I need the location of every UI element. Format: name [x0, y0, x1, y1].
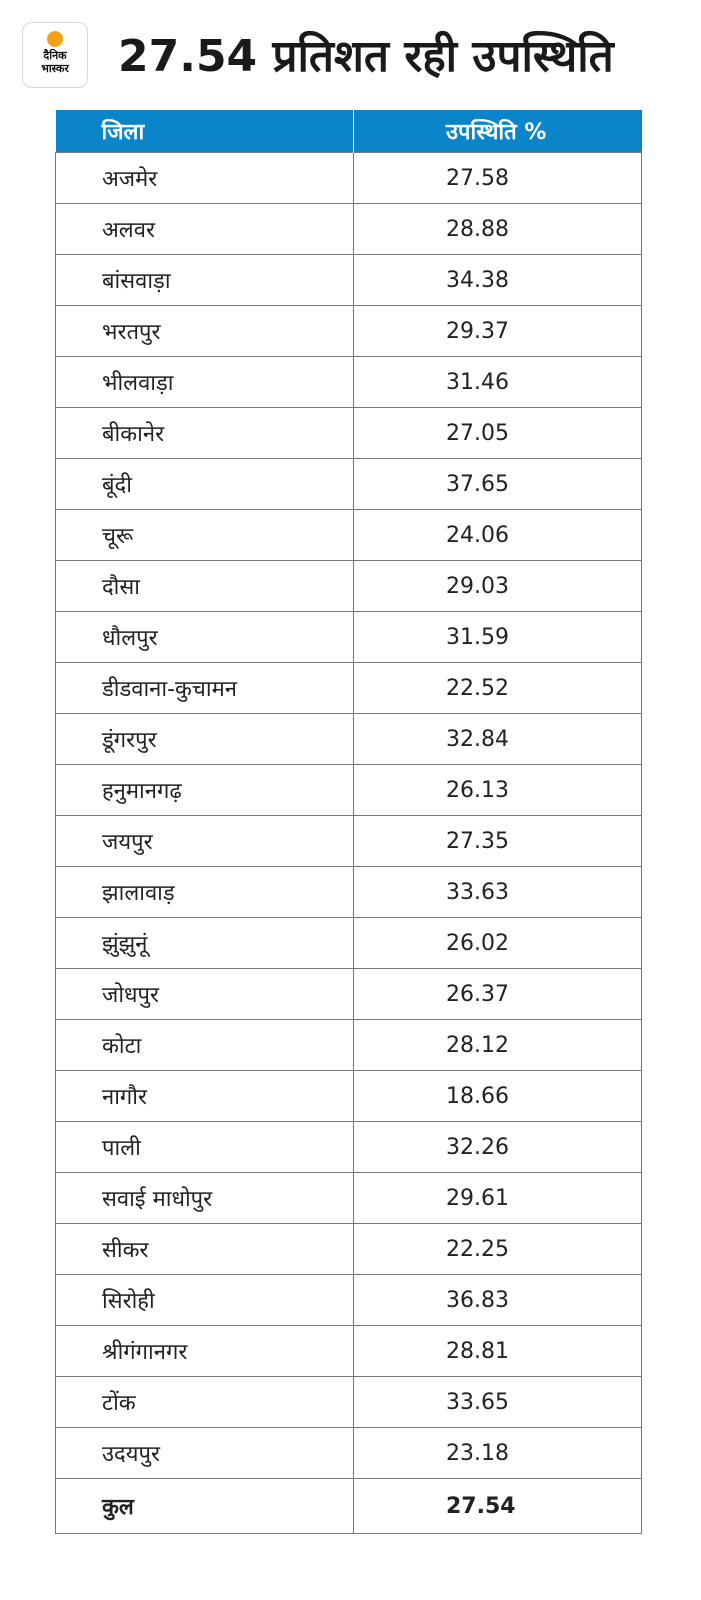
district-name: नागौर	[56, 1071, 354, 1122]
district-name: डूंगरपुर	[56, 714, 354, 765]
district-name: उदयपुर	[56, 1428, 354, 1479]
district-name: अलवर	[56, 204, 354, 255]
table-row	[56, 1020, 642, 1071]
attendance-value: 34.38	[354, 255, 642, 306]
district-name: कोटा	[56, 1020, 354, 1071]
attendance-value: 22.52	[354, 663, 642, 714]
sun-icon	[47, 31, 63, 47]
attendance-value: 28.88	[354, 204, 642, 255]
district-name: सिरोही	[56, 1275, 354, 1326]
attendance-value: 23.18	[354, 1428, 642, 1479]
district-name: जोधपुर	[56, 969, 354, 1020]
attendance-value: 36.83	[354, 1275, 642, 1326]
total-label: कुल	[56, 1479, 354, 1534]
table-row	[56, 1122, 642, 1173]
attendance-value: 31.46	[354, 357, 642, 408]
district-name: टोंक	[56, 1377, 354, 1428]
table-row	[56, 816, 642, 867]
attendance-value: 22.25	[354, 1224, 642, 1275]
district-name: हनुमानगढ़	[56, 765, 354, 816]
table-row	[56, 765, 642, 816]
total-value: 27.54	[354, 1479, 642, 1534]
table-row	[56, 867, 642, 918]
table-row	[56, 306, 642, 357]
brand-logo	[22, 22, 88, 88]
attendance-value: 27.35	[354, 816, 642, 867]
table-header	[56, 110, 642, 153]
table-row	[56, 1173, 642, 1224]
attendance-value: 24.06	[354, 510, 642, 561]
table-row	[56, 1275, 642, 1326]
attendance-value: 33.63	[354, 867, 642, 918]
attendance-value: 27.58	[354, 153, 642, 204]
table-row	[56, 408, 642, 459]
district-name: श्रीगंगानगर	[56, 1326, 354, 1377]
table-row	[56, 561, 642, 612]
attendance-value: 26.13	[354, 765, 642, 816]
table-row	[56, 357, 642, 408]
table-row	[56, 1326, 642, 1377]
table-row	[56, 153, 642, 204]
logo-text-line2: भास्कर	[41, 62, 69, 75]
district-name: भीलवाड़ा	[56, 357, 354, 408]
district-name: डीडवाना-कुचामन	[56, 663, 354, 714]
column-header-district: जिला	[56, 110, 354, 153]
attendance-table	[55, 110, 642, 1534]
district-name: जयपुर	[56, 816, 354, 867]
attendance-value: 32.84	[354, 714, 642, 765]
attendance-value: 33.65	[354, 1377, 642, 1428]
district-name: बूंदी	[56, 459, 354, 510]
district-name: बीकानेर	[56, 408, 354, 459]
table-row	[56, 714, 642, 765]
header-row	[56, 110, 642, 153]
attendance-value: 18.66	[354, 1071, 642, 1122]
district-name: झुंझुनूं	[56, 918, 354, 969]
table-row	[56, 510, 642, 561]
table-row-total	[56, 1479, 642, 1534]
attendance-value: 26.37	[354, 969, 642, 1020]
district-name: दौसा	[56, 561, 354, 612]
district-name: पाली	[56, 1122, 354, 1173]
table-row	[56, 255, 642, 306]
table-row	[56, 663, 642, 714]
district-name: भरतपुर	[56, 306, 354, 357]
table-row	[56, 459, 642, 510]
table-row	[56, 1428, 642, 1479]
attendance-value: 32.26	[354, 1122, 642, 1173]
attendance-value: 27.05	[354, 408, 642, 459]
district-name: धौलपुर	[56, 612, 354, 663]
page-title: 27.54 प्रतिशत रही उपस्थिति	[118, 31, 614, 82]
column-header-attendance: उपस्थिति %	[354, 110, 642, 153]
attendance-value: 37.65	[354, 459, 642, 510]
district-name: सीकर	[56, 1224, 354, 1275]
header	[0, 0, 701, 112]
district-name: चूरू	[56, 510, 354, 561]
attendance-value: 28.81	[354, 1326, 642, 1377]
table-row	[56, 1377, 642, 1428]
attendance-value: 28.12	[354, 1020, 642, 1071]
table-row	[56, 1071, 642, 1122]
district-name: अजमेर	[56, 153, 354, 204]
attendance-value: 29.37	[354, 306, 642, 357]
attendance-value: 29.61	[354, 1173, 642, 1224]
table-row	[56, 204, 642, 255]
logo-text-line1: दैनिक	[43, 49, 67, 62]
district-name: झालावाड़	[56, 867, 354, 918]
table-body	[56, 153, 642, 1534]
table-row	[56, 1224, 642, 1275]
district-name: सवाई माधोपुर	[56, 1173, 354, 1224]
attendance-value: 26.02	[354, 918, 642, 969]
table-row	[56, 612, 642, 663]
district-name: बांसवाड़ा	[56, 255, 354, 306]
attendance-value: 29.03	[354, 561, 642, 612]
table-row	[56, 969, 642, 1020]
table-row	[56, 918, 642, 969]
attendance-value: 31.59	[354, 612, 642, 663]
